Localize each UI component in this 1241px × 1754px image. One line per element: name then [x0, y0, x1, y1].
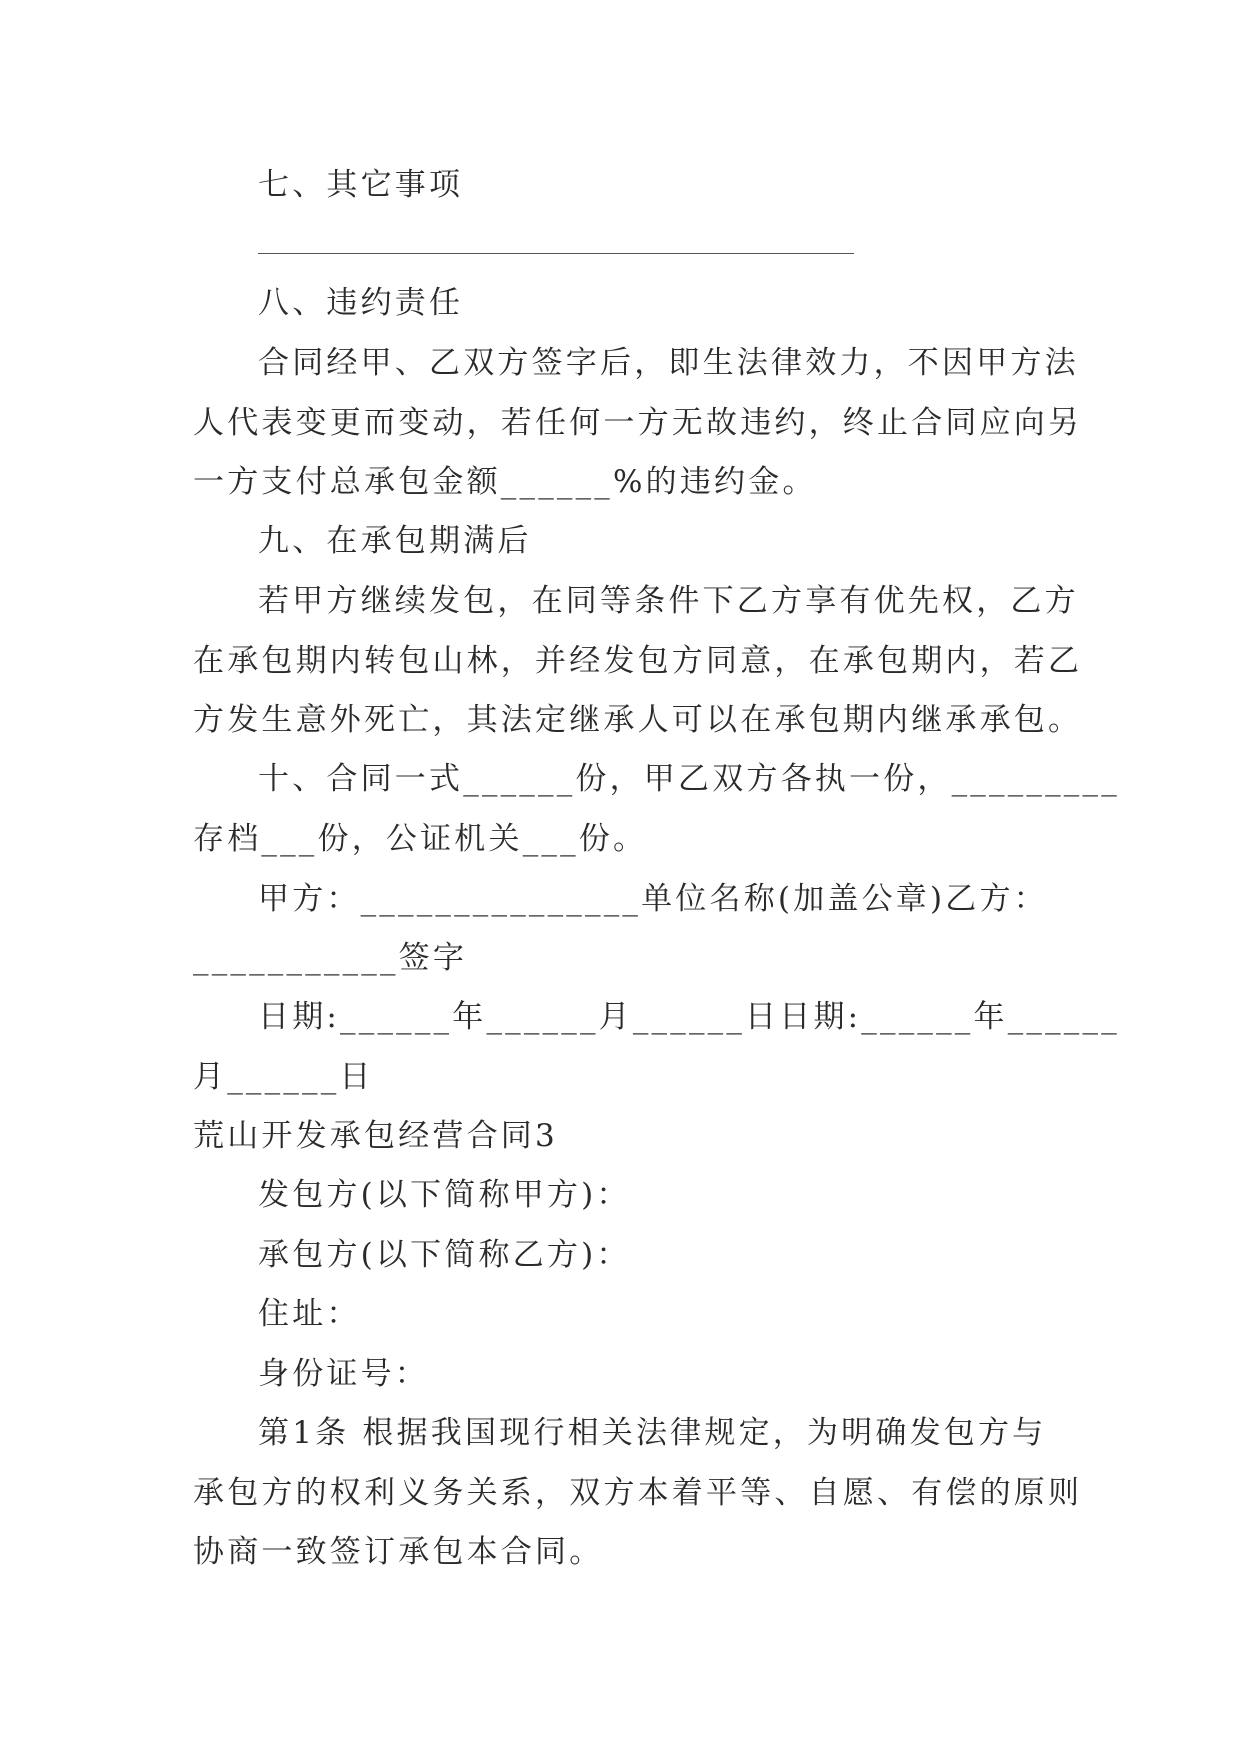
contract-title: 荒山开发承包经营合同3 [193, 1118, 558, 1154]
section-heading-other-matters: 七、其它事项 [258, 167, 464, 203]
paragraph-line: 第1条 根据我国现行相关法律规定，为明确发包方与 [258, 1415, 1047, 1451]
paragraph-line: 十、合同一式______份，甲乙双方各执一份，_________ [258, 761, 1120, 797]
paragraph-line: 协商一致签订承包本合同。 [193, 1534, 604, 1570]
section-heading-after-term: 九、在承包期满后 [258, 523, 532, 559]
paragraph-line: 在承包期内转包山林，并经发包方同意，在承包期内，若乙 [193, 643, 1083, 679]
signature-line: ___________签字 [193, 940, 468, 976]
address-label: 住址： [258, 1296, 361, 1332]
paragraph-line: 方发生意外死亡，其法定继承人可以在承包期内继承承包。 [193, 702, 1083, 738]
paragraph-line: 承包方的权利义务关系，双方本着平等、自愿、有偿的原则 [193, 1475, 1083, 1511]
id-number-label: 身份证号： [258, 1356, 429, 1392]
paragraph-line: 一方支付总承包金额______%的违约金。 [193, 464, 817, 500]
section-heading-breach-liability: 八、违约责任 [258, 285, 464, 321]
blank-fill-line [258, 253, 854, 254]
paragraph-line: 存档___份，公证机关___份。 [193, 821, 648, 857]
party-b-label: 承包方(以下简称乙方)： [258, 1237, 631, 1273]
paragraph-line: 若甲方继续发包，在同等条件下乙方享有优先权，乙方 [258, 583, 1079, 619]
paragraph-line: 人代表变更而变动，若任何一方无故违约，终止合同应向另 [193, 405, 1083, 441]
signature-line: 甲方：_______________单位名称(加盖公章)乙方： [258, 881, 1048, 917]
date-line: 月______日 [193, 1059, 374, 1095]
paragraph-line: 合同经甲、乙双方签字后，即生法律效力，不因甲方法 [258, 345, 1079, 381]
party-a-label: 发包方(以下简称甲方)： [258, 1177, 631, 1213]
date-line: 日期:______年______月______日日期:______年______ [258, 999, 1120, 1035]
